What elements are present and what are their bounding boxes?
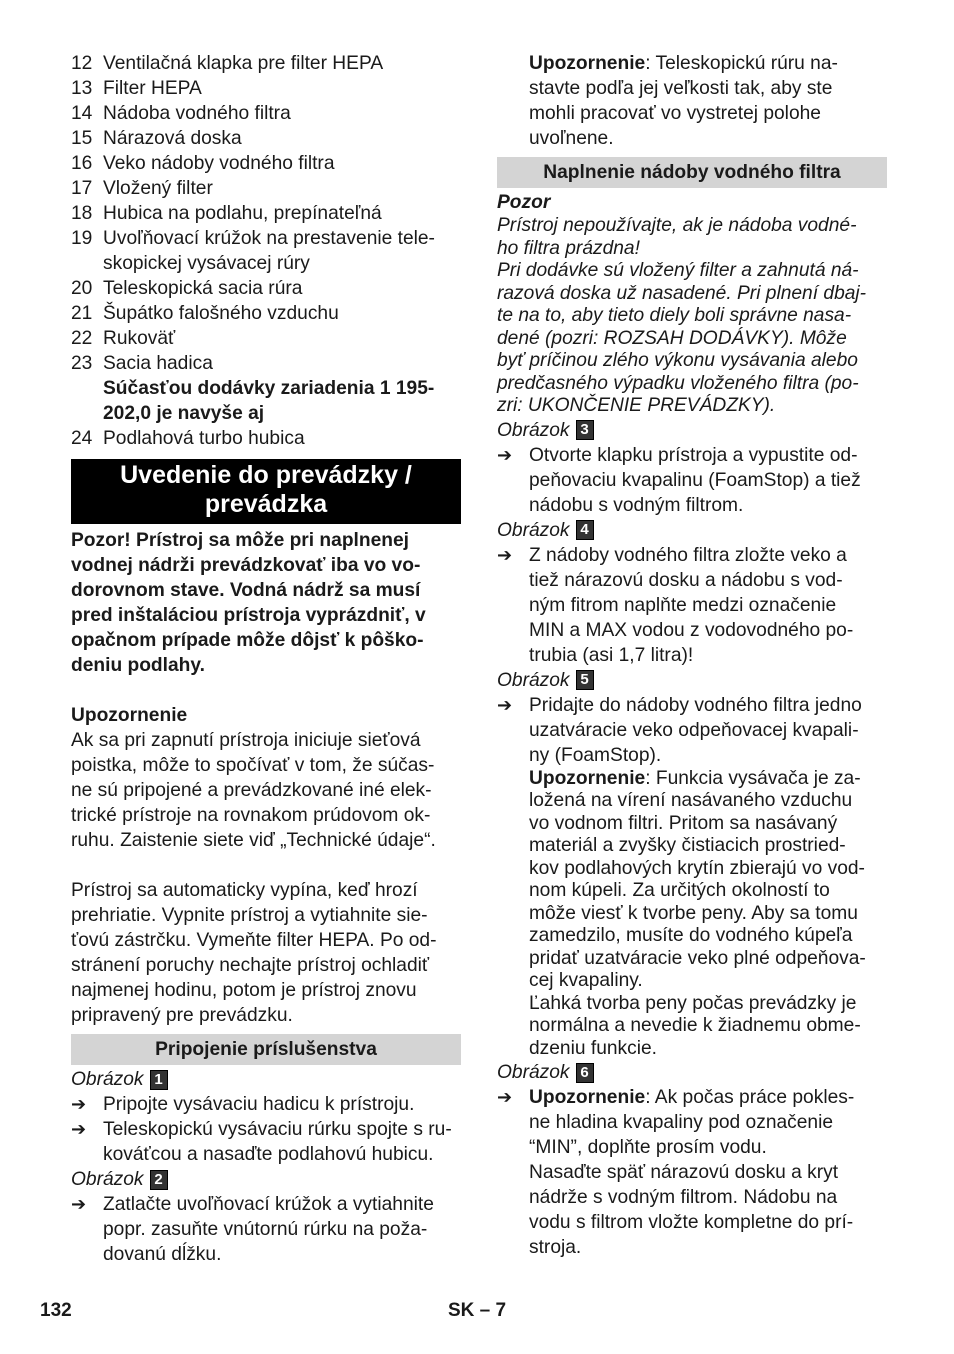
figure-label: Obrázok [497,669,570,691]
text-line: tiež nárazovú dosku a nádobu s vod- [529,569,843,591]
text-line: vo vodnom filtri. Pritom sa nasávaný [529,812,838,834]
parts-list [71,51,461,376]
section-heading [71,459,461,524]
step-item [71,1192,461,1267]
list-item [71,126,461,151]
text-line: najmenej hodinu, potom je prístroj znovu [71,980,417,1001]
arrow-right-icon: ➔ [497,694,513,715]
item-number: 20 [71,278,93,299]
text-line: zamedzilo, musíte do vodného kúpeľa [529,925,853,946]
text-line: poistka, môže to spočívať v tom, že súčas- [71,755,435,776]
text-line: kov podlahových krytín zbierajú vo vod- [529,857,865,879]
list-item [71,226,461,276]
item-text [103,301,461,326]
text-line: Pripojte vysávaciu hadicu k prístroju. [103,1094,415,1115]
step-text [529,543,887,668]
text-line: dovanú dĺžku. [103,1244,222,1265]
heading-line: Uvedenie do prevádzky / [120,461,412,489]
step-item [497,693,887,768]
text-line: MIN a MAX vodou z vodovodného po- [529,619,854,641]
text-line: Ak sa pri zapnutí prístroja iniciuje sieťová [71,730,421,751]
text-line: ným fitrom naplňte medzi označenie [529,594,837,616]
item-number: 21 [71,303,93,324]
text-line: kováťcou a nasaďte podlahovú hubicu. [103,1144,434,1165]
list-item [71,101,461,126]
text-line: nádrže s vodným filtrom. Nádobu na [529,1187,838,1208]
figure-reference [497,418,887,443]
text-line: Prístroj sa automaticky vypína, keď hrozí [71,880,418,901]
text-line: Ľahká tvorba peny počas prevádzky je [529,992,857,1014]
figure-reference [497,1060,887,1085]
item-text-line: Ventilačná klapka pre filter HEPA [103,53,384,74]
item-text-line: skopickej vysávacej rúry [103,253,310,274]
figure-number-badge: 3 [576,420,594,440]
figure-label: Obrázok [497,419,570,441]
text-line: peňovaciu kvapalinu (FoamStop) a tiež [529,469,861,491]
item-text-line: Filter HEPA [103,78,202,99]
note-line: stavte podľa jej veľkosti tak, aby ste [529,78,833,99]
item-text-line: Veko nádoby vodného filtra [103,153,335,174]
text-line: dorovnom stave. Vodná nádrž sa musí [71,580,421,601]
text-line: “MIN”, doplňte prosím vodu. [529,1137,767,1158]
step-text [103,1092,461,1117]
overheat-text [71,878,461,1028]
arrow-right-icon: ➔ [71,1194,87,1214]
text-line: ne sú pripojené a prevádzkované iné elek- [71,780,432,801]
item-text [103,351,461,376]
text-line: ruhu. Zaistenie siete viď „Technické údaje“. [71,830,436,851]
caution-text [497,215,887,418]
text-line: te na to, aby tieto diely boli správne nasa- [497,305,852,326]
text-line: Teleskopickú vysávaciu rúrku spojte s ru- [103,1119,452,1140]
right-column [497,51,887,1260]
text-line: Pozor! Prístroj sa môže pri naplnenej [71,530,409,551]
item-number: 17 [71,178,93,199]
text-line: stroja. [529,1237,582,1258]
list-item [71,51,461,76]
item-text-line: Teleskopická sacia rúra [103,278,303,299]
item-number: 12 [71,53,93,74]
text-line: ny (FoamStop). [529,744,662,766]
note-label: Upozornenie [529,1087,646,1108]
caution-title: Pozor [497,192,551,213]
figure-label: Obrázok [497,519,570,541]
fill-heading: Naplnenie nádoby vodného filtra [497,157,887,188]
text-line: popr. zasuňte vnútornú rúrku na poža- [103,1219,428,1240]
list-item [71,151,461,176]
arrow-right-icon: ➔ [71,1119,87,1139]
telescopic-note [497,51,887,151]
text-line: ťovú zástrčku. Vymeňte filter HEPA. Po od- [71,930,437,951]
text-line: stránení poruchy nechajte prístroj ochladiť [71,955,430,976]
figure-number-badge: 4 [576,520,594,540]
arrow-right-icon: ➔ [497,544,513,565]
item-text [103,151,461,176]
step-item [497,443,887,518]
item-text-line: Nádoba vodného filtra [103,103,291,124]
left-column [71,51,461,1267]
text-line: Nasaďte späť nárazovú dosku a kryt [529,1162,839,1183]
list-item [71,201,461,226]
step-item [497,1085,887,1260]
item-text-line: Nárazová doska [103,128,242,149]
note-label: Upozornenie [529,767,646,789]
list-item [71,326,461,351]
list-item [71,426,461,451]
text-line: trubia (asi 1,7 litra)! [529,644,694,666]
text-line: cej kvapaliny. [529,970,643,991]
step-text [103,1117,461,1167]
item-text [103,176,461,201]
note-line: mohli pracovať vo vystretej polohe [529,103,821,124]
foam-note [497,768,887,1061]
delivery-note [71,376,461,426]
text-line: Z nádoby vodného filtra zložte veko a [529,544,847,566]
figure-label: Obrázok [71,1169,144,1190]
item-number: 19 [71,228,93,249]
note-label: Upozornenie [529,53,646,74]
figure-label: Obrázok [71,1069,144,1090]
note-text [71,728,461,853]
item-number: 18 [71,203,93,224]
item-text-line: Sacia hadica [103,353,213,374]
accessories-heading: Pripojenie príslušenstva [71,1034,461,1065]
text-line: prehriatie. Vypnite prístroj a vytiahnite sie- [71,905,428,926]
item-text [103,326,461,351]
item-number: 16 [71,153,93,174]
page-number: 132 [40,1300,72,1321]
text-line: môže viesť k tvorbe peny. Aby sa tomu [529,902,858,924]
text-line: materiál a zvyšky čistiacich prostried- [529,835,846,856]
text-line: dené (pozri: ROZSAH DODÁVKY). Môže [497,327,847,349]
figure-reference [497,668,887,693]
step-list [71,1092,461,1167]
figure-label: Obrázok [497,1062,570,1083]
list-item [71,276,461,301]
item-number: 24 [71,428,93,449]
delivery-note-line: 202,0 je navyše aj [103,403,265,424]
item-text-line: Rukoväť [103,328,176,349]
text-line: vodu s filtrom vložte kompletne do prí- [529,1212,854,1233]
item-text [103,101,461,126]
text-line: vodnej nádrži prevádzkovať iba vo vo- [71,555,421,576]
step-text [529,443,887,518]
item-number: 15 [71,128,93,149]
section-footer: SK – 7 [448,1300,507,1321]
note-line: : Ak počas práce pokles- [645,1087,855,1108]
text-line: Zatlačte uvoľňovací krúžok a vytiahnite [103,1194,434,1215]
text-line: Pri dodávke sú vložený filter a zahnutá ná- [497,260,859,281]
item-text: Podlahová turbo hubica [103,428,305,449]
delivery-note-line: Súčasťou dodávky zariadenia 1 195- [103,378,435,399]
text-line: nom kúpeli. Za určitých okolností to [529,880,830,901]
list-item [71,301,461,326]
item-number: 23 [71,353,93,374]
text-line: byť príčinou zlého výkonu vysávania alebo [497,350,858,371]
text-line: Pridajte do nádoby vodného filtra jedno [529,694,862,716]
text-line: ložená na vírení nasávaného vzduchu [529,790,853,811]
text-line: razová doska už nasadené. Pri plnení dbaj- [497,282,867,304]
text-line: dzeniu funkcie. [529,1037,657,1059]
list-item [71,76,461,101]
figure-number-badge: 5 [576,670,594,690]
list-item [71,351,461,376]
item-number: 22 [71,328,93,349]
item-number: 13 [71,78,93,99]
text-line: Prístroj nepoužívajte, ak je nádoba vodné- [497,215,857,236]
arrow-right-icon: ➔ [497,1087,513,1107]
text-line: pridať uzatváracie veko plné odpeňova- [529,947,866,969]
item-text-line: Vložený filter [103,178,213,199]
item-text-line: Hubica na podlahu, prepínateľná [103,203,382,224]
text-line: deniu podlahy. [71,655,205,676]
figure-reference [497,518,887,543]
text-line: predčasného výpadku vloženého filtra (po- [497,372,859,394]
figure-number-badge: 6 [576,1063,594,1083]
step-text [103,1192,461,1267]
figure-reference [71,1067,461,1092]
step-list [71,1192,461,1267]
figure-number-badge: 2 [150,1170,168,1190]
text-line: uzatváracie veko odpeňovacej kvapali- [529,719,859,741]
note-title: Upozornenie [71,705,188,726]
note-line: uvoľnene. [529,128,614,149]
text-line: pred inštaláciou prístroja vyprázdniť, v [71,605,426,626]
figure-reference [71,1167,461,1192]
step-text [529,1085,887,1260]
item-text [103,126,461,151]
text-line: trické prístroje na rovnakom prúdovom ok- [71,805,431,826]
text-line: normálna a nevedie k žiadnemu obme- [529,1015,861,1036]
figure-number-badge: 1 [150,1070,168,1090]
step-item [71,1092,461,1117]
list-item [71,176,461,201]
text-line: ho filtra prázdna! [497,237,640,259]
note-line: : Teleskopickú rúru na- [645,53,838,74]
item-text [103,276,461,301]
text-line: nádobu s vodným filtrom. [529,494,744,516]
item-text-line: Šupátko falošného vzduchu [103,303,339,324]
text-line: zri: UKONČENIE PREVÁDZKY). [497,395,776,416]
text-line: Otvorte klapku prístroja a vypustite od- [529,444,858,466]
arrow-right-icon: ➔ [497,444,513,465]
arrow-right-icon: ➔ [71,1094,87,1114]
note-line: : Funkcia vysávača je za- [645,767,861,789]
item-text [103,76,461,101]
item-number: 14 [71,103,93,124]
step-item [497,543,887,668]
warning-text [71,528,461,678]
item-text [103,226,461,276]
item-text-line: Uvoľňovací krúžok na prestavenie tele- [103,228,435,249]
step-item [71,1117,461,1167]
item-text [103,201,461,226]
text-line: ne hladina kvapaliny pod označenie [529,1112,834,1133]
heading-line: prevádzka [204,490,328,518]
item-text [103,51,461,76]
text-line: opačnom prípade môže dôjsť k pôško- [71,630,424,651]
step-text [529,693,887,768]
text-line: pripravený pre prevádzku. [71,1005,293,1026]
